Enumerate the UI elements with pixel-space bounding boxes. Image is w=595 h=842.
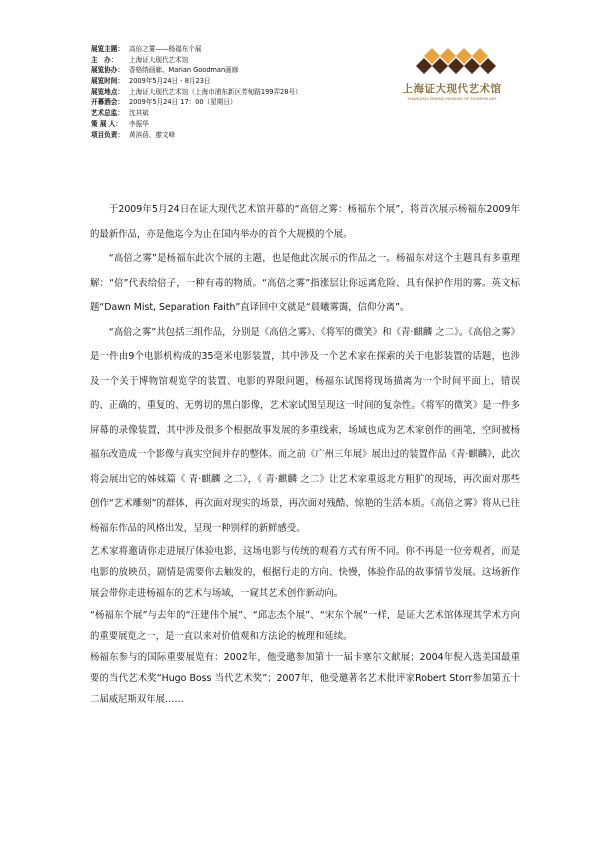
logo-mark-icon xyxy=(396,46,508,80)
info-label: 主 办： xyxy=(91,55,118,64)
info-row-project-lead xyxy=(91,130,396,141)
logo-name-en: SHANGHAI ZENDAI MUSEUM OF MODERN ART xyxy=(407,96,497,101)
info-value: 沈其斌 xyxy=(129,109,149,118)
info-label: 项目负责： xyxy=(91,130,124,139)
info-value: 香格纳画廊、Marian Goodman画廊 xyxy=(129,66,239,75)
info-label: 展览时间： xyxy=(91,77,124,86)
info-row-co-host xyxy=(91,65,396,76)
paragraph-experience: 艺术家将邀请你走进展厅体验电影，这场电影与传统的观看方式有所不同。你不再是一位旁观者，而是电影的放映员，剧情是需要你去触发的，根据行走的方向、快慢，体验作品的故事情节发展。这场新作展会带你走进杨福东的艺术与场域，一窥其艺术创作新动向。 xyxy=(90,546,520,600)
info-row-curator xyxy=(91,119,396,130)
info-row-venue xyxy=(91,87,396,98)
info-value: 黄滨蓓、廖文峰 xyxy=(129,130,176,139)
info-row-host xyxy=(91,55,396,66)
info-row-theme xyxy=(91,44,396,55)
press-release-body xyxy=(90,198,520,711)
info-value: 上海证大现代艺术馆（上海市浦东新区芳甸路199弄28号） xyxy=(129,87,302,96)
museum-logo xyxy=(396,46,508,104)
info-row-art-director xyxy=(91,108,396,119)
info-value: 2009年5月24日 - 8月23日 xyxy=(129,77,211,86)
info-value: 2009年5月24日 17：00（星期日） xyxy=(129,98,237,107)
info-value: 上海证大现代艺术馆 xyxy=(129,55,189,64)
info-label: 展览地点： xyxy=(91,87,124,96)
info-label: 艺术总监： xyxy=(91,109,124,118)
exhibition-info xyxy=(91,44,396,140)
paragraph-series: “杨福东个展”与去年的“汪建伟个展”、“邱志杰个展”、“宋东个展”一样，是证大艺术馆体现其学术方向的重要展览之一，是一直以来对价值观和方法论的梳理和延续。 xyxy=(90,609,520,642)
logo-name-cn: 上海证大现代艺术馆 xyxy=(402,83,502,95)
paragraph-intro: 于2009年5月24日在证大现代艺术馆开幕的“高倍之雾：杨福东个展”，将首次展示杨福东2009年的最新作品，亦是他迄今为止在国内举办的首个大规模的个展。 xyxy=(90,204,520,240)
info-value: 高倍之雾——杨福东个展 xyxy=(129,45,202,53)
paragraph-works: “高倍之雾”共包括三组作品，分别是《高倍之雾》、《将军的微笑》和《青·麒麟 之二》。《高倍之雾》是一件由9个电影机构成的35毫米电影装置，其中涉及一个艺术家在探索的关于电影装置的话题，也涉及一个关于博物馆观览学的装置、电影的界限问题，杨福东试图将现场描离为一个时间平面上，错误的、正确的、重复的、无剪切的黑白影像，艺术家试图呈现这一时间的复杂性。《将军的微笑》是一件多屏幕的录像装置，其中涉及很多个根据故事发展的多重线索，场域也成为艺术家创作的画笔，空间被杨福东改造成一个影像与真实空间并存的整体。而之前《广州三年展》展出过的装置作品《青·麒麟》，此次将会展出它的姊妹篇《 青·麒麟 之二》，《 青·麒麟 之二》让艺术家重返北方粗犷的现场，再次面对那些创作“艺术雕刻”的群体，再次面对现实的场景，再次面对残酷、惊艳的生活本质。《高倍之雾》将从已往杨福东作品的风格出发，呈现一种别样的新鲜感受。 xyxy=(90,326,520,534)
info-label: 开幕酒会： xyxy=(91,98,124,107)
info-label: 展览主题： xyxy=(91,45,124,53)
info-row-opening xyxy=(91,97,396,108)
paragraph-theme: “高倍之雾”是杨福东此次个展的主题，也是他此次展示的作品之一。杨福东对这个主题具有多重理解：“倍”代表给倍子，一种有毒的物质。“高倍之雾”指涨层让你远离危险、具有保护作用的雾。英文标题“Dawn Mist, Separation Faith”直译回中文就是“晨曦雾霭，信仰分离”。 xyxy=(90,253,520,313)
info-label: 展览协办： xyxy=(91,66,124,75)
info-row-dates xyxy=(91,76,396,87)
info-label: 策 展 人： xyxy=(91,119,122,128)
paragraph-biography: 杨福东参与的国际重要展览有：2002年，他受邀参加第十一届卡塞尔文献展；2004年倪入选美国最重要的当代艺术奖“Hugo Boss 当代艺术奖”；2007年，他受邀著名艺术批评家Robert Storr参加第五十二届威尼斯双年展…… xyxy=(90,652,520,706)
info-value: 李振华 xyxy=(129,119,149,128)
